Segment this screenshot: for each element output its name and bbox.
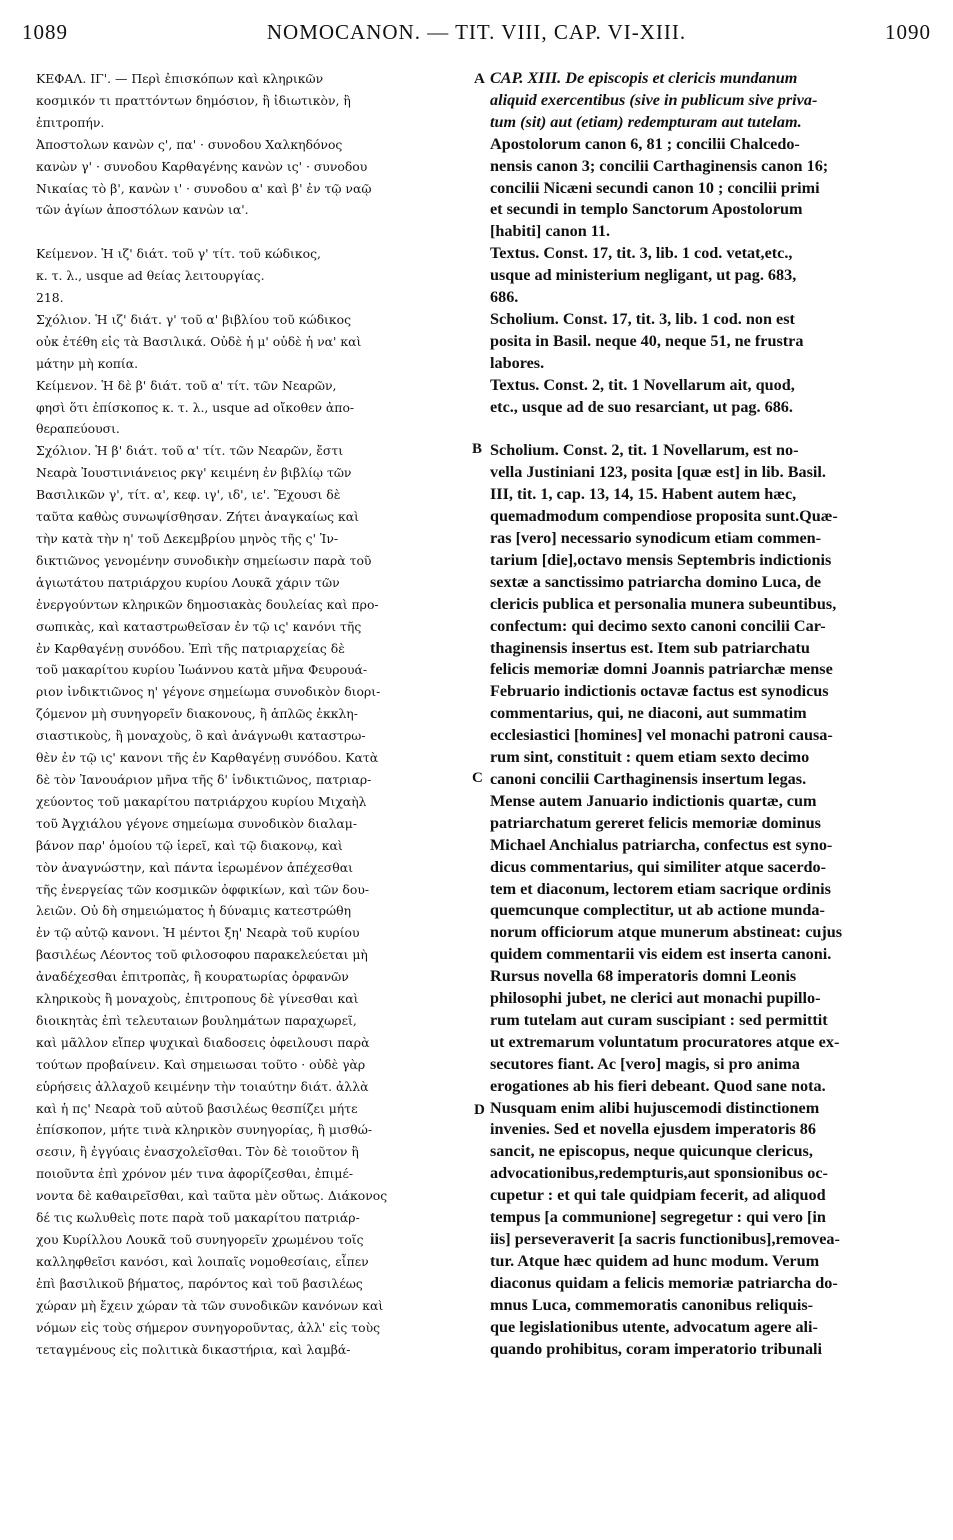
text-line: κοσμικόν τι πραττόντων δημόσιον, ἢ ἰδιωτικὸν, ἢ [36,92,351,108]
text-line: quidem commentarii vis eidem est inserta canoni. [490,945,832,964]
text-line: ἐν τῷ αὐτῷ κανονι. Ἡ μέντοι ξη' Νεαρὰ τοῦ κυρίου [36,925,360,941]
text-line: τὴν κατὰ τὴν η' τοῦ Δεκεμβρίου μηνὸς τῆς ς' Ἰν- [36,531,339,547]
text-line: CAP. XIII. De episcopis et clericis mundanum [490,69,798,87]
text-line: Rursus novella 68 imperatoris domni Leonis [490,967,797,986]
text-line: patriarchatum gereret felicis memoriæ dominus [490,813,821,832]
text-line: erogationes ab his fieri debeant. Quod sane nota. [490,1076,826,1095]
page-header [22,12,931,52]
text-line: ecclesiastici [homines] vel monachi patroni causa- [490,726,833,745]
text-line: σωπικὰς, καὶ καταστρωθεῖσαν ἐν τῷ ις' κανόνι τῆς [36,618,362,634]
text-line: mnus Luca, commemoratis canonibus reliquis- [490,1295,814,1314]
text-line: commentarius, qui, ne diaconi, aut summatim [490,704,807,723]
text-line: νοντα δὲ καθαιρεῖσθαι, καὶ ταῦτα μὲν οὕτως. Διάκονος [36,1188,388,1204]
text-line: ζόμενον μὴ συνηγορεῖν διακονους, ἢ ἁπλῶς ἐκκλη- [36,706,358,722]
text-line: Textus. Const. 17, tit. 3, lib. 1 cod. vetat,etc., [490,244,793,263]
text-line: χεύοντος τοῦ μακαρίτου πατριάρχου κυρίου Μιχαὴλ [36,793,367,809]
text-line: λειῶν. Οὐ δὴ σημειώματος ἡ δύναμις κατεστρώθη [36,903,352,919]
text-line: quemcunque complectitur, ut ab actione munda- [490,901,825,920]
text-line: ἀναδέχεσθαι ἐπιτροπὰς, ἢ κουρατωρίας ὀρφανῶν [36,969,349,985]
text-line: tempus [a communione] segregetur : qui vero [in [490,1208,826,1227]
text-line: concilii Nicæni secundi canon 10 ; concilii primi [490,178,820,197]
text-line: ἁγιωτάτου πατριάρχου κυρίου Λουκᾶ χάριν τῶν [36,574,340,590]
text-line: θεραπεύουσι. [36,421,120,437]
text-line: χου Κυρίλλου Λουκᾶ τοῦ συνηγορεῖν χρωμένου τοῖς [36,1232,364,1248]
margin-marker-c: C [472,770,483,786]
text-line: dicus commentarius, qui similiter atque sacerdo- [490,857,827,876]
text-line: τοῦ μακαρίτου κυρίου Ἰωάννου κατὰ μῆνα Φευρουά- [36,662,368,678]
text-line: τούτων προβαίνειν. Καὶ σημειωσαι τοῦτο · οὐδὲ γὰρ [36,1056,366,1072]
text-line: καλληφθεῖσι κανόσι, καὶ λοιπαῖς νομοθεσίαις, εἶπεν [36,1253,369,1269]
text-line: δικτιῶνος γενομένην συνοδικὴν σημείωσιν παρὰ τοῦ [36,552,372,568]
text-line: ριον ἰνδικτιῶνος η' γέγονε σημείωμα συνοδικὸν διορι- [36,684,381,700]
text-line [490,419,930,441]
text-line: κανὼν γ' · συνοδου Καρθαγένης κανὼν ις' · συνοδου [36,158,368,174]
text-line: usque ad ministerium negligant, ut pag. 683, [490,266,797,285]
text-line: δὲ τὸν Ἰανουάριον μῆνα τῆς δ' ἰνδικτιῶνος, πατριαρ- [36,771,372,787]
text-line: tem et diaconum, lectorem etiam sacrique ordinis [490,879,831,898]
text-line: τῶν ἁγίων ἀποστόλων κανὼν ια'. [36,202,249,218]
text-line: ἐπιτροπήν. [36,114,105,130]
text-line: canoni concilii Carthaginensis insertum legas. [490,769,807,788]
text-line: Textus. Const. 2, tit. 1 Novellarum ait, quod, [490,375,795,394]
text-line: σεσιν, ἢ ἐγγύαις ἐνασχολεῖσθαι. Τὸν δὲ τοιοῦτον ἢ [36,1144,359,1160]
text-line: Σχόλιον. Ἡ β' διάτ. τοῦ α' τίτ. τῶν Νεαρῶν, ἔστι [36,443,344,459]
text-line: διοικητὰς ἐπὶ τελευταιων βουλημάτων παραχωρεῖ, [36,1012,357,1028]
text-line: ἐνεργούντων κληρικῶν δημοσιακὰς δουλείας καὶ προ- [36,596,379,612]
text-line: 218. [36,290,64,306]
text-line: θὲν ἐν τῷ ις' κανονι τῆς ἐν Καρθαγένῃ συνόδου. Κατὰ [36,750,379,766]
text-line: aliquid exercentibus (sive in publicum sive priva- [490,90,818,109]
text-line: rum sint, constituit : quem etiam sexto decimo [490,748,810,767]
text-line: [habiti] canon 11. [490,222,611,241]
text-line: sextæ a sanctissimo patriarcha domino Luca, de [490,572,822,591]
text-line: ras [vero] necessario synodicum etiam commen- [490,529,822,548]
text-line: χώραν μὴ ἔχειν χώραν τὰ τῶν συνοδικῶν κανόνων καὶ [36,1297,384,1313]
text-line: labores. [490,353,545,372]
text-line: ἐπὶ βασιλικοῦ βήματος, παρόντος καὶ τοῦ βασιλέως [36,1275,363,1291]
text-line: Mense autem Januario indictionis quartæ, cum [490,791,817,810]
text-line: tum (sit) aut (etiam) redempturam aut tutelam. [490,112,802,131]
text-line: φησὶ ὅτι ἐπίσκοπος κ. τ. λ., usque ad οἴκοθεν ἀπο- [36,399,355,415]
text-line: que legislationibus utente, advocatum agere ali- [490,1317,818,1336]
text-line: philosophi jubet, ne clerici aut monachi pupillo- [490,989,821,1008]
text-line: ἐν Καρθαγένῃ συνόδου. Ἐπὶ τῆς πατριαρχείας δὲ [36,640,345,656]
text-line: advocationibus,redempturis,aut sponsionibus oc- [490,1164,828,1183]
text-line: Κείμενον. Ἡ ιζ' διάτ. τοῦ γ' τίτ. τοῦ κώδικος, [36,246,321,262]
text-line: tur. Atque hæc quidem ad hunc modum. Verum [490,1251,820,1270]
text-line: iis] perseveraverit [a sacris functionibus],removea- [490,1230,840,1249]
text-line: nensis canon 3; concilii Carthaginensis canon 16; [490,156,829,175]
text-line: τεταγμένους εἰς πολιτικὰ δικαστήρια, καὶ λαμβά- [36,1341,351,1357]
text-line: norum officiorum atque munerum abstineat: cujus [490,923,843,942]
text-line: τὸν ἀναγνώστην, καὶ πάντα ἱερωμένον ἀπέχεσθαι [36,859,353,875]
text-line: κληρικοὺς ἢ μοναχοὺς, ἐπιτροπους δὲ γίνεσθαι καὶ [36,991,359,1007]
text-line [36,221,480,243]
text-line: secutores fiant. Ac [vero] magis, si pro anima [490,1054,800,1073]
text-line: καὶ ἡ πς' Νεαρὰ τοῦ αὐτοῦ βασιλέως θεσπίζει μήτε [36,1100,358,1116]
text-line: Νεαρὰ Ἰουστινιάνειος ρκγ' κειμένη ἐν βιβλίῳ τῶν [36,465,352,481]
text-line: ut extremarum voluntatum procuratores atque ex- [490,1032,840,1051]
text-line: εὑρήσεις ἀλλαχοῦ κειμένην τὴν τοιαύτην διάτ. ἀλλὰ [36,1078,369,1094]
text-line: III, tit. 1, cap. 13, 14, 15. Habent autem hæc, [490,485,797,504]
text-line: καὶ μᾶλλον εἴπερ ψυχικαὶ διαδοσεις ὀφειλουσι παρὰ [36,1034,370,1050]
text-line: τοῦ Ἀγχιάλου γέγονε σημείωμα συνοδικὸν διαλαμ- [36,815,358,831]
text-line: ΚΕΦΑΛ. ΙΓ'. — Περὶ ἐπισκόπων καὶ κληρικῶν [36,71,324,86]
text-line: σιαστικοὺς, ἢ μοναχοὺς, ὃ καὶ ἀνάγνωθι καταστρω- [36,728,366,744]
text-line: Νικαίας τὸ β', κανὼν ι' · συνοδου α' καὶ β' ἐν τῷ ναῷ [36,180,372,196]
text-line: sancit, ne episcopus, neque quicunque clericus, [490,1142,813,1161]
text-line: Apostolorum canon 6, 81 ; concilii Chalcedo- [490,134,800,153]
page-number-right: 1090 [885,19,931,44]
text-line: rum tutelam aut curam suscipiant : sed permittit [490,1010,828,1029]
text-line: βασιλέως Λέοντος τοῦ φιλοσοφου παρακελεύεται μὴ [36,947,368,963]
text-line: Κείμενον. Ἡ δὲ β' διάτ. τοῦ α' τίτ. τῶν Νεαρῶν, [36,377,337,393]
latin-column [490,68,930,1520]
text-line: ταῦτα καθὼς συνωψίσθησαν. Ζήτει ἀναγκαίως καὶ [36,509,359,525]
text-line: invenies. Sed et novella ejusdem imperatoris 86 [490,1120,816,1139]
text-line: etc., usque ad de suo resarciant, ut pag. 686. [490,397,793,416]
text-line: clericis publica et personalia munera subeuntibus, [490,594,837,613]
text-line: οὐκ ἐτέθη εἰς τὰ Βασιλικά. Οὐδὲ ἡ μ' οὐδὲ ἡ να' καὶ [36,333,362,349]
text-line: tarium [die],octavo mensis Septembris indictionis [490,550,832,569]
text-line: felicis memoriæ domni Joannis patriarchæ mense [490,660,833,679]
text-line: ποιοῦντα ἐπὶ χρόνον μέν τινα ἀφορίζεσθαι, ἐπιμέ- [36,1166,354,1182]
text-line: et secundi in templo Sanctorum Apostolorum [490,200,803,219]
text-line: δέ τις κωλυθεὶς ποτε παρὰ τοῦ μακαρίτου πατριάρ- [36,1210,360,1226]
text-line: vella Justiniani 123, posita [quæ est] in lib. Basil. [490,463,826,482]
margin-marker-d: D [474,1102,485,1118]
text-line: Σχόλιον. Ἡ ιζ' διάτ. γ' τοῦ α' βιβλίου τοῦ κώδικος [36,311,352,327]
text-line: Scholium. Const. 17, tit. 3, lib. 1 cod. non est [490,309,795,328]
margin-marker-a: A [474,71,485,87]
text-line: Nusquam enim alibi hujuscemodi distinctionem [490,1098,820,1117]
text-line: quando prohibitus, coram imperatorio tribunali [490,1339,823,1358]
text-line: diaconus quidam a felicis memoriæ patriarcha do- [490,1273,838,1292]
text-line: thaginensis insertus est. Item sub patriarchatu [490,638,810,657]
text-line: quemadmodum compendiose proposita sunt.Quæ- [490,507,838,526]
text-line: cupetur : et qui tale quidpiam fecerit, ad aliquod [490,1186,826,1205]
text-line: κ. τ. λ., usque ad θείας λειτουργίας. [36,268,265,284]
text-line: μάτην μὴ κοπία. [36,355,139,371]
text-line: confectum: qui decimo sexto canoni concilii Car- [490,616,826,635]
text-line: βάνον παρ' ὁμοίου τῷ ἱερεῖ, καὶ τῷ διακονῳ, καὶ [36,837,343,853]
text-line: τῆς ἐνεργείας τῶν κοσμικῶν ὀφφικίων, καὶ τῶν δου- [36,881,370,897]
text-line: Michael Anchialus patriarcha, confectus est syno- [490,835,833,854]
text-line: ἐπίσκοπον, μήτε τινὰ κληρικὸν συνηγορίας, ἢ μισθώ- [36,1122,373,1138]
text-line: Februario indictionis octavæ factus est synodicus [490,682,829,701]
text-line: Βασιλικῶν γ', τίτ. α', κεφ. ιγ', ιδ', ιε'. Ἔχουσι δὲ [36,487,341,503]
text-line: posita in Basil. neque 40, neque 51, ne frustra [490,331,804,350]
margin-marker-b: B [472,441,483,457]
running-title: NOMOCANON. — TIT. VIII, CAP. VI-XIII. [266,19,687,44]
greek-column [36,68,483,1520]
page-number-left: 1089 [22,19,68,44]
text-line: 686. [490,288,519,307]
text-line: Scholium. Const. 2, tit. 1 Novellarum, est no- [490,441,799,460]
text-line: Ἀποστολων κανὼν ς', πα' · συνοδου Χαλκηδόνος [36,136,343,152]
text-line: νόμων εἰς τοὺς σήμερον συνηγοροῦντας, ἀλλ' εἰς τοὺς [36,1319,381,1335]
